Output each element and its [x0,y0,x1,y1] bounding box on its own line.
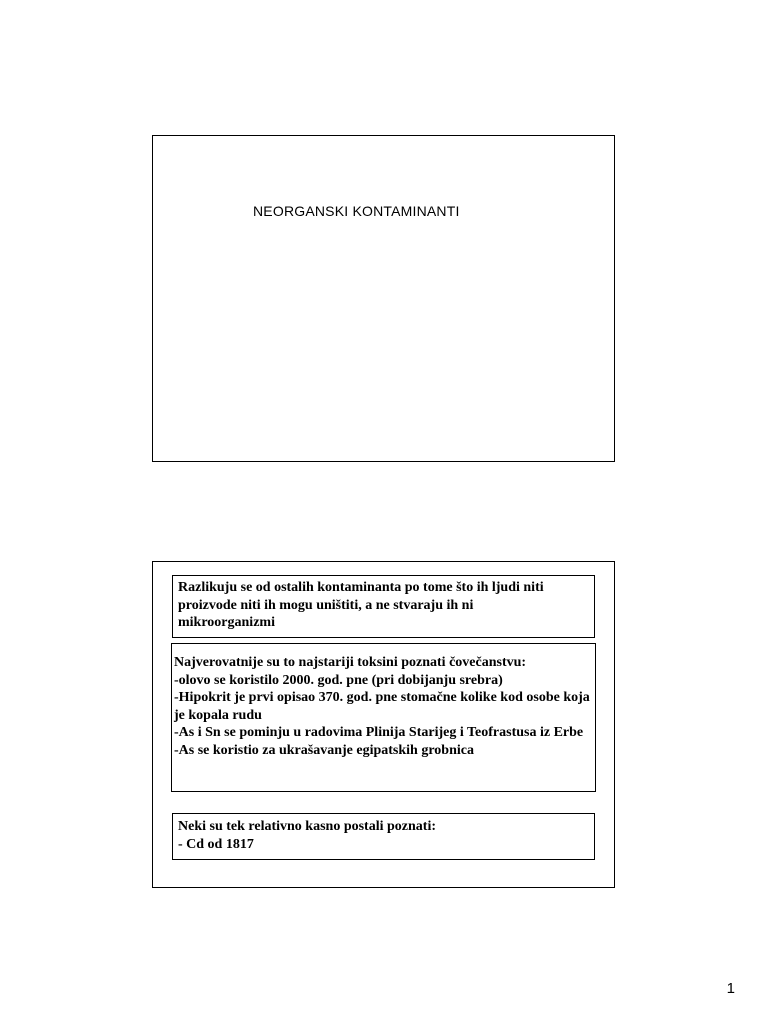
slide-1 [152,135,615,462]
text-line: - Cd od 1817 [178,836,254,852]
text-line: -olovo se koristilo 2000. god. pne (pri dobijanju srebra) [174,672,503,688]
text-line: Najverovatnije su to najstariji toksini poznati čovečanstvu: [174,655,527,670]
slide-title: NEORGANSKI KONTAMINANTI [253,203,460,219]
text-line: proizvode niti ih mogu uništiti, a ne stvaraju ih ni [178,597,474,613]
text-line: Razlikuju se od ostalih kontaminanta po tome što ih ljudi niti [178,580,544,595]
text-line: -Hipokrit je prvi opisao 370. god. pne stomačne kolike kod osobe koja je kopala rudu [174,690,590,723]
text-box-recent [172,813,595,860]
slide-2 [152,561,615,888]
text-line: mikroorganizmi [178,615,275,630]
text-box-definition [172,575,595,638]
page-number: 1 [726,980,735,997]
text-line: Neki su tek relativno kasno postali poznati: [178,819,436,834]
text-box-history [171,643,596,792]
text-line: -As se koristio za ukrašavanje egipatskih grobnica [174,742,474,758]
text-line: -As i Sn se pominju u radovima Plinija Starijeg i Teofrastusa iz Erbe [174,725,584,740]
